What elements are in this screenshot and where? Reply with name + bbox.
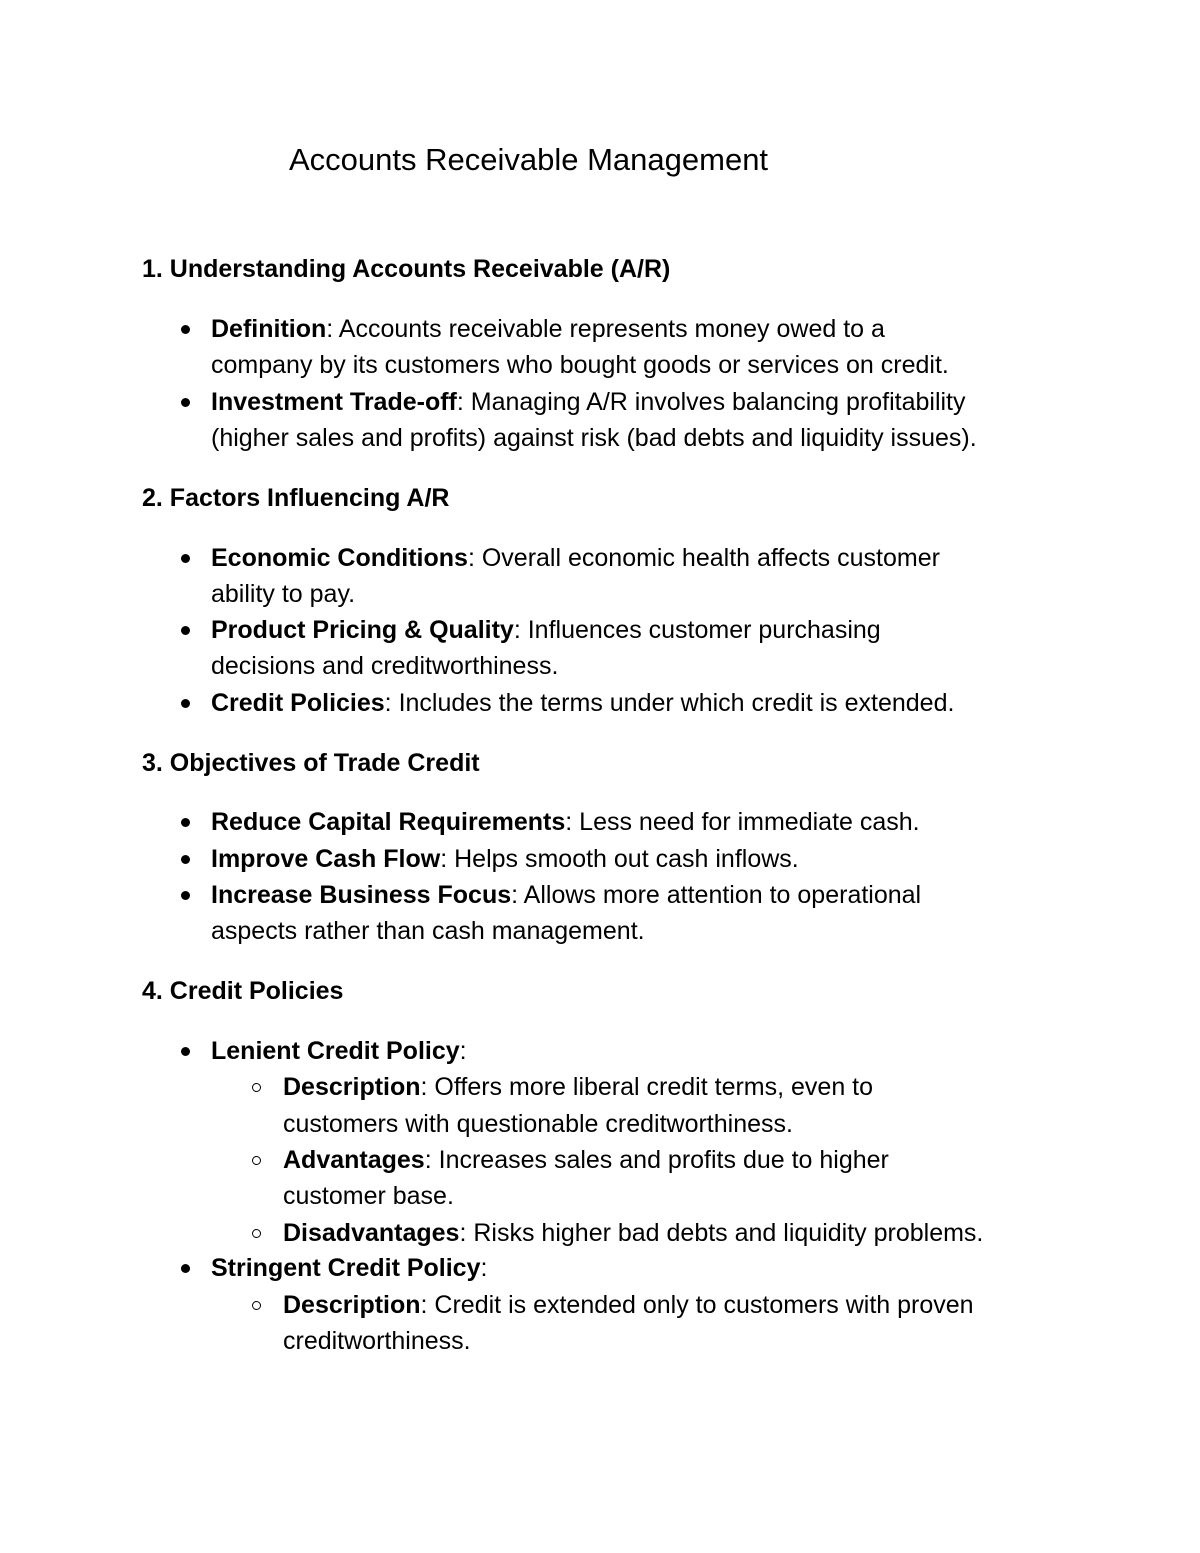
bullet-icon [181,325,190,334]
document-title: Accounts Receivable Management [289,142,769,177]
list-item: Investment Trade-off: Managing A/R involves balancing profitability [211,384,966,420]
section-heading: 3. Objectives of Trade Credit [142,749,480,777]
list-item: Reduce Capital Requirements: Less need for immediate cash. [211,804,920,840]
bullet-icon [181,699,190,708]
bullet-icon [181,626,190,635]
item-text: Less need for immediate cash. [572,808,920,836]
item-term: Credit Policies [211,689,385,717]
item-term: Description [283,1291,421,1319]
sub-list-item: Description: Credit is extended only to customers with proven [283,1287,974,1323]
item-text: Accounts receivable represents money owed to a [333,315,885,343]
item-text: Allows more attention to operational [518,881,922,909]
section-heading: 2. Factors Influencing A/R [142,484,450,512]
list-item: Definition: Accounts receivable represents money owed to a [211,311,885,347]
item-term: Lenient Credit Policy [211,1037,460,1065]
list-item-continuation: ability to pay. [211,580,356,608]
item-term: Definition [211,315,327,343]
list-item: Increase Business Focus: Allows more attention to operational [211,877,921,913]
item-term: Increase Business Focus [211,881,512,909]
list-item: Improve Cash Flow: Helps smooth out cash inflows. [211,841,799,877]
list-item-continuation: (higher sales and profits) against risk (bad debts and liquidity issues). [211,424,977,452]
list-item-continuation: aspects rather than cash management. [211,917,645,945]
bullet-icon [181,398,190,407]
bullet-icon [181,1264,190,1273]
list-item: Lenient Credit Policy: [211,1033,467,1069]
sub-list-item: Disadvantages: Risks higher bad debts and liquidity problems. [283,1215,983,1251]
item-term: Improve Cash Flow [211,845,441,873]
item-text: Offers more liberal credit terms, even to [427,1073,874,1101]
item-text: Credit is extended only to customers with proven [427,1291,974,1319]
sub-list-item-continuation: customer base. [283,1182,454,1210]
item-term: Product Pricing & Quality [211,616,514,644]
list-item: Credit Policies: Includes the terms under which credit is extended. [211,685,954,721]
item-text: Includes the terms under which credit is extended. [391,689,955,717]
hollow-bullet-icon [252,1229,261,1238]
hollow-bullet-icon [252,1156,261,1165]
bullet-icon [181,855,190,864]
sub-list-item-continuation: creditworthiness. [283,1327,471,1355]
list-item-continuation: company by its customers who bought goods or services on credit. [211,351,949,379]
hollow-bullet-icon [252,1301,261,1310]
sub-list-item-continuation: customers with questionable creditworthiness. [283,1110,793,1138]
item-term: Investment Trade-off [211,388,457,416]
list-item: Stringent Credit Policy: [211,1250,487,1286]
bullet-icon [181,818,190,827]
item-text: Increases sales and profits due to higher [431,1146,889,1174]
item-text: Overall economic health affects customer [474,544,940,572]
item-text: Influences customer purchasing [520,616,881,644]
item-term: Disadvantages [283,1219,460,1247]
section-heading: 4. Credit Policies [142,977,344,1005]
bullet-icon [181,1047,190,1056]
list-item: Product Pricing & Quality: Influences customer purchasing [211,612,881,648]
item-text: Risks higher bad debts and liquidity problems. [466,1219,984,1247]
list-item: Economic Conditions: Overall economic health affects customer [211,540,940,576]
item-term: Reduce Capital Requirements [211,808,566,836]
item-text: Managing A/R involves balancing profitability [463,388,966,416]
item-term: Economic Conditions [211,544,468,572]
bullet-icon [181,554,190,563]
sub-list-item: Advantages: Increases sales and profits due to higher [283,1142,889,1178]
item-text: Helps smooth out cash inflows. [447,845,799,873]
hollow-bullet-icon [252,1083,261,1092]
item-term: Description [283,1073,421,1101]
list-item-continuation: decisions and creditworthiness. [211,652,559,680]
item-term: Stringent Credit Policy [211,1254,481,1282]
sub-list-item: Description: Offers more liberal credit terms, even to [283,1069,873,1105]
item-term: Advantages [283,1146,425,1174]
section-heading: 1. Understanding Accounts Receivable (A/R) [142,255,671,283]
bullet-icon [181,891,190,900]
